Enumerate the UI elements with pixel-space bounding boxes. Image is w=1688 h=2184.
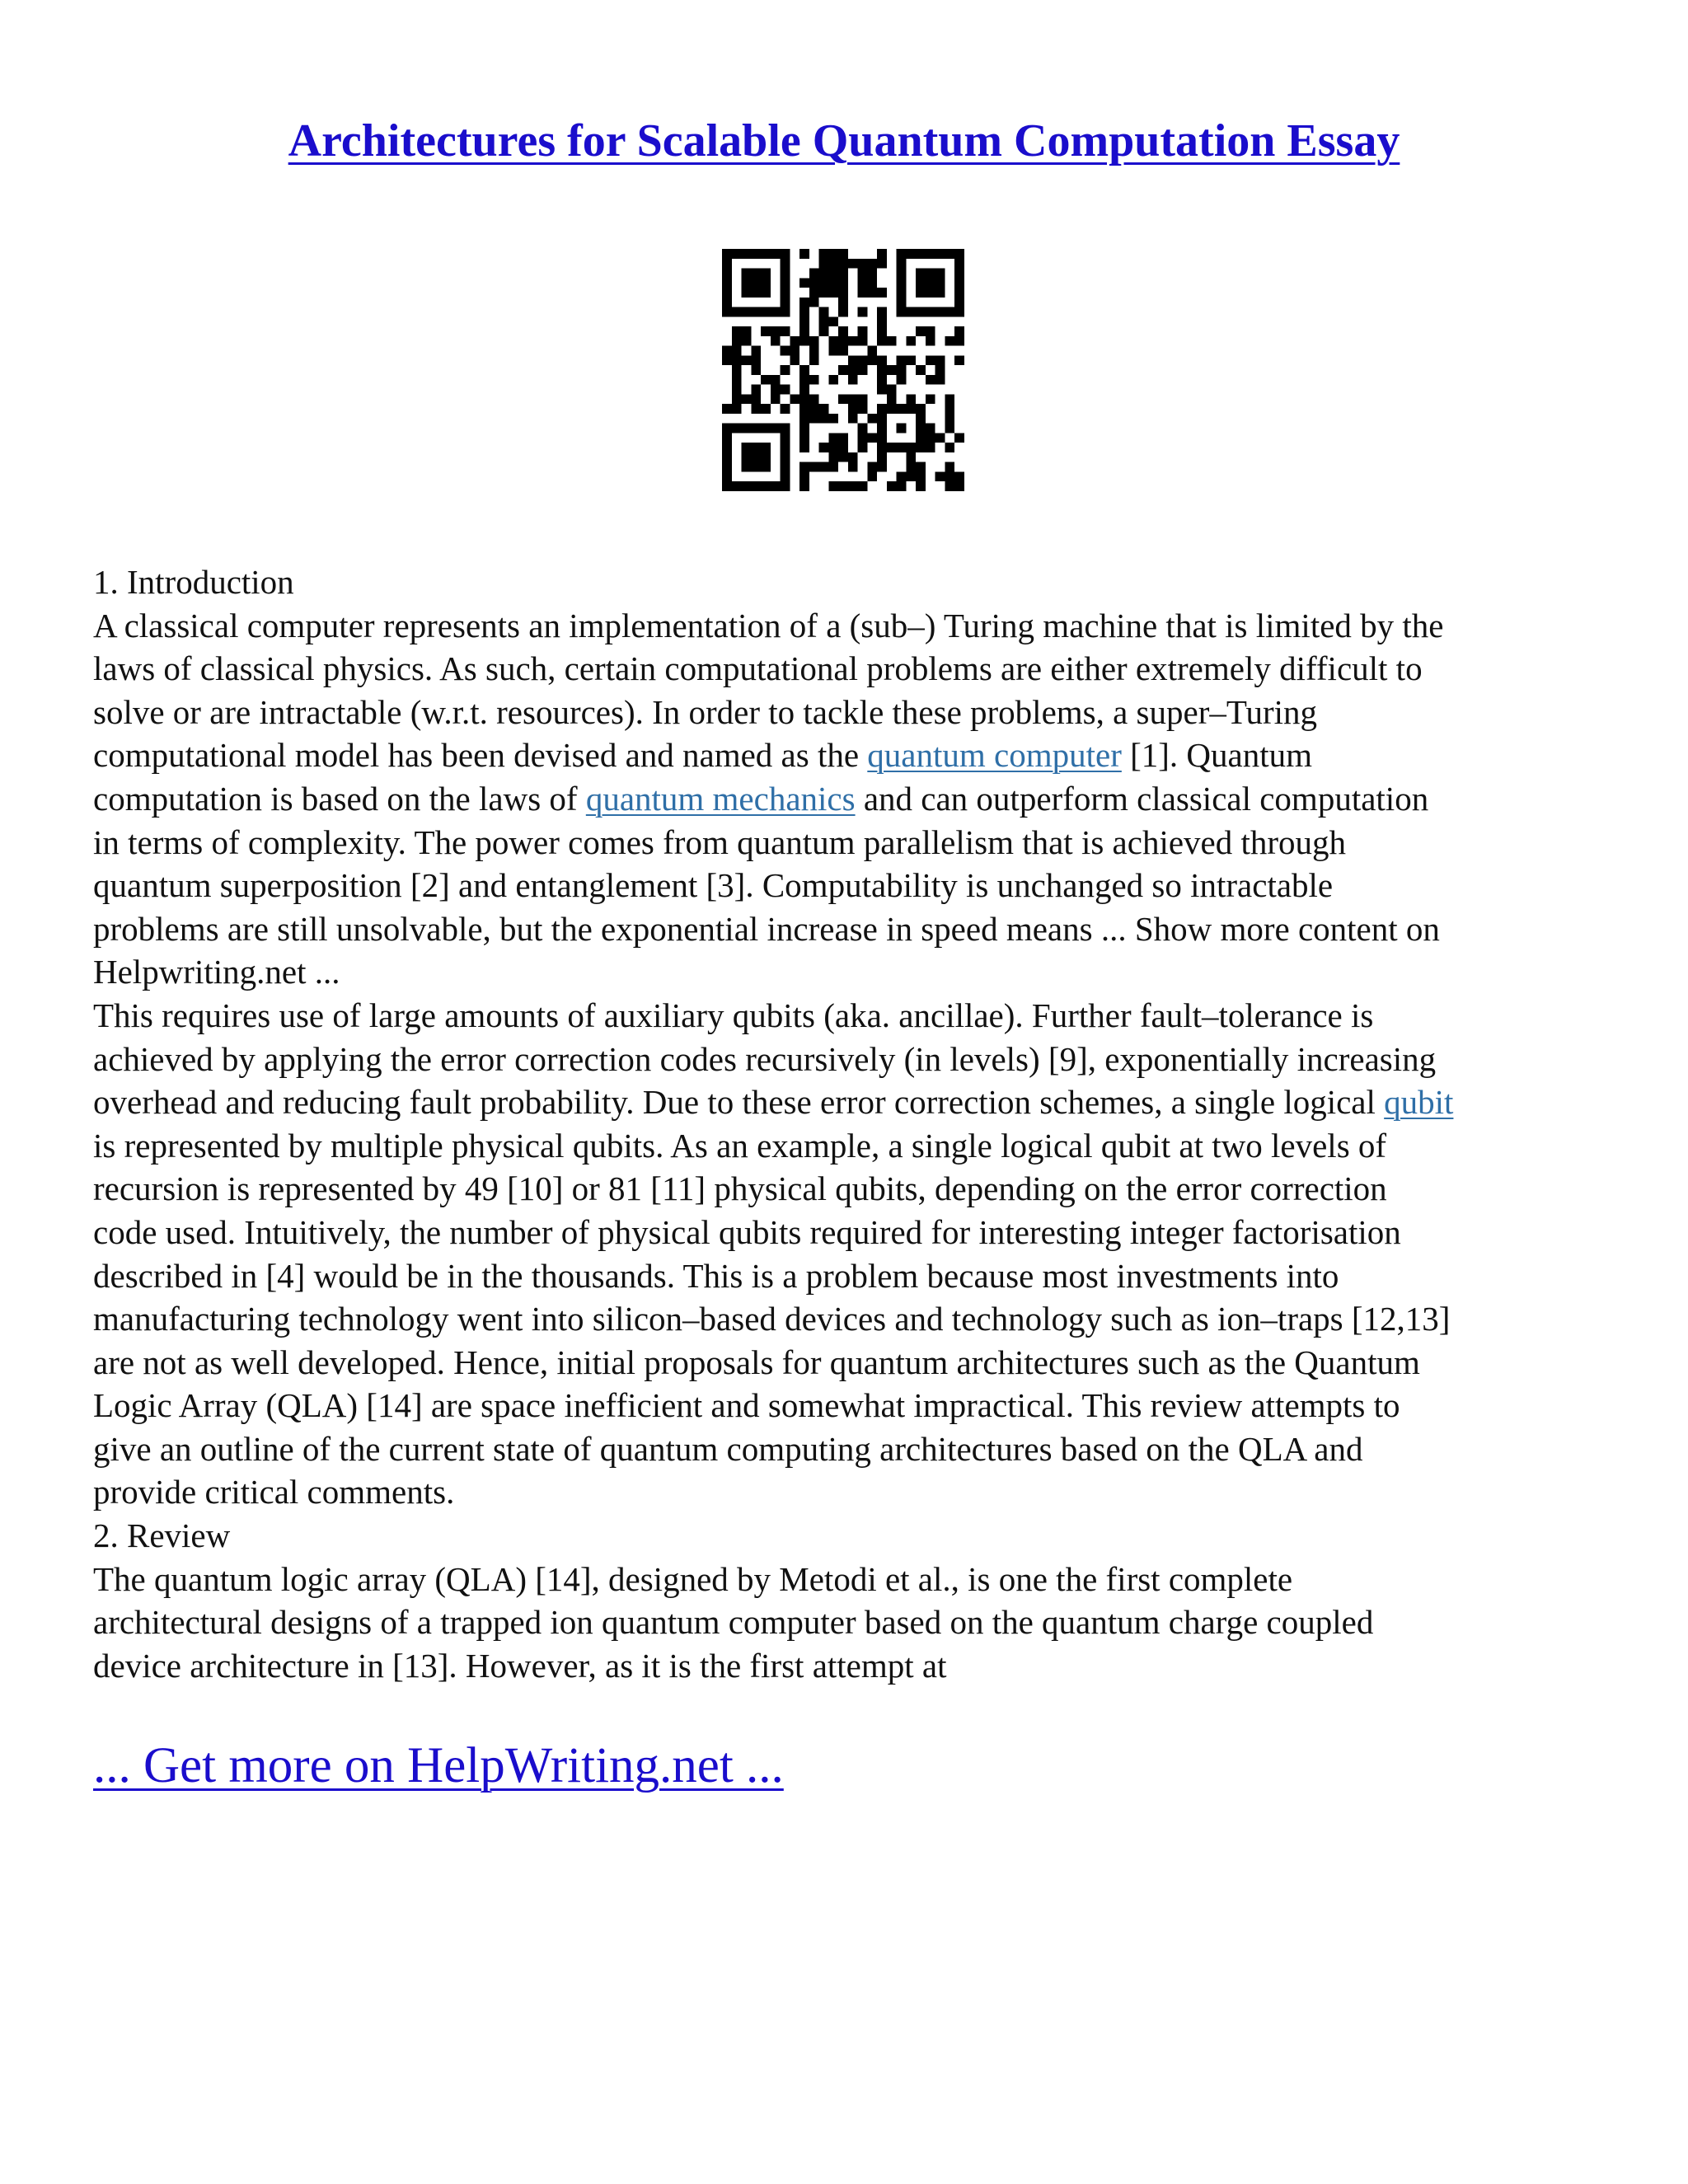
text-line [93,604,1610,648]
inline-link[interactable]: qubit [1384,1083,1454,1122]
text-line [93,1558,1610,1601]
text-line [93,994,1610,1038]
text-segment: provide critical comments. [93,1473,455,1511]
text-line [93,821,1610,865]
text-segment: laws of classical physics. As such, certain computational problems are either extremely difficult to [93,649,1423,688]
text-segment: 1. Introduction [93,563,294,601]
text-line [93,1384,1610,1427]
text-line [93,1297,1610,1341]
text-segment: code used. Intuitively, the number of physical qubits required for interesting integer factorisation [93,1212,1401,1251]
inline-link[interactable]: quantum computer [867,736,1122,775]
text-line [93,864,1610,907]
text-line [93,1080,1610,1124]
text-segment: is represented by multiple physical qubits. As an example, a single logical qubit at two levels of [93,1126,1387,1165]
text-line [93,733,1610,777]
text-segment: computation is based on the laws of [93,779,586,818]
text-line [93,1470,1610,1514]
essay-title-link[interactable]: Architectures for Scalable Quantum Computation Essay [288,115,1400,166]
text-segment: device architecture in [13]. However, as it is the first attempt at [93,1646,947,1685]
text-segment: are not as well developed. Hence, initial proposals for quantum architectures such as the Quantum [93,1343,1420,1381]
text-segment: [1]. Quantum [1121,736,1313,775]
text-segment: manufacturing technology went into silicon–based devices and technology such as ion–traps [12,13] [93,1300,1451,1338]
text-line [93,1038,1610,1081]
text-segment: recursion is represented by 49 [10] or 81 [11] physical qubits, depending on the error correction [93,1169,1387,1208]
text-segment: quantum superposition [2] and entanglement [3]. Computability is unchanged so intractable [93,866,1334,905]
text-segment: in terms of complexity. The power comes from quantum parallelism that is achieved through [93,823,1347,861]
text-line [93,1124,1610,1168]
text-segment: give an outline of the current state of quantum computing architectures based on the QLA and [93,1429,1363,1468]
text-segment: The quantum logic array (QLA) [14], designed by Metodi et al., is one the first complete [93,1559,1293,1598]
text-segment: Logic Array (QLA) [14] are space inefficient and somewhat impractical. This review attempts to [93,1386,1400,1425]
text-segment: solve or are intractable (w.r.t. resources). In order to tackle these problems, a super–Turing [93,692,1318,731]
text-line [93,1254,1610,1298]
essay-body [93,560,1610,1687]
get-more-link[interactable]: ... Get more on HelpWriting.net ... [93,1738,784,1793]
text-segment: A classical computer represents an implementation of a (sub–) Turing machine that is limited by the [93,606,1444,644]
text-line [93,1601,1610,1644]
text-line [93,691,1610,734]
text-segment: 2. Review [93,1516,231,1555]
text-line [93,1514,1610,1558]
text-segment: and can outperform classical computation [855,779,1429,818]
text-segment: This requires use of large amounts of auxiliary qubits (aka. ancillae). Further fault–tolerance is [93,996,1374,1034]
text-line [93,1211,1610,1254]
text-segment: problems are still unsolvable, but the exponential increase in speed means ... Show more content on [93,909,1440,948]
text-line [93,1427,1610,1471]
text-line [93,777,1610,821]
text-segment: overhead and reducing fault probability. Due to these error correction schemes, a single logical [93,1083,1385,1122]
text-line [93,1167,1610,1211]
text-line [93,907,1610,951]
text-segment: architectural designs of a trapped ion quantum computer based on the quantum charge coupled [93,1603,1374,1642]
text-line [93,1644,1610,1688]
inline-link[interactable]: quantum mechanics [585,779,856,818]
text-segment: described in [4] would be in the thousands. This is a problem because most investments into [93,1256,1339,1295]
text-segment: achieved by applying the error correction codes recursively (in levels) [9], exponentially increasing [93,1039,1437,1078]
qr-code-icon [722,249,964,491]
text-line [93,647,1610,691]
text-line [93,950,1610,994]
text-segment: Helpwriting.net ... [93,953,340,991]
text-line [93,1341,1610,1385]
text-segment: computational model has been devised and named as the [93,736,868,775]
text-line [93,560,1610,604]
